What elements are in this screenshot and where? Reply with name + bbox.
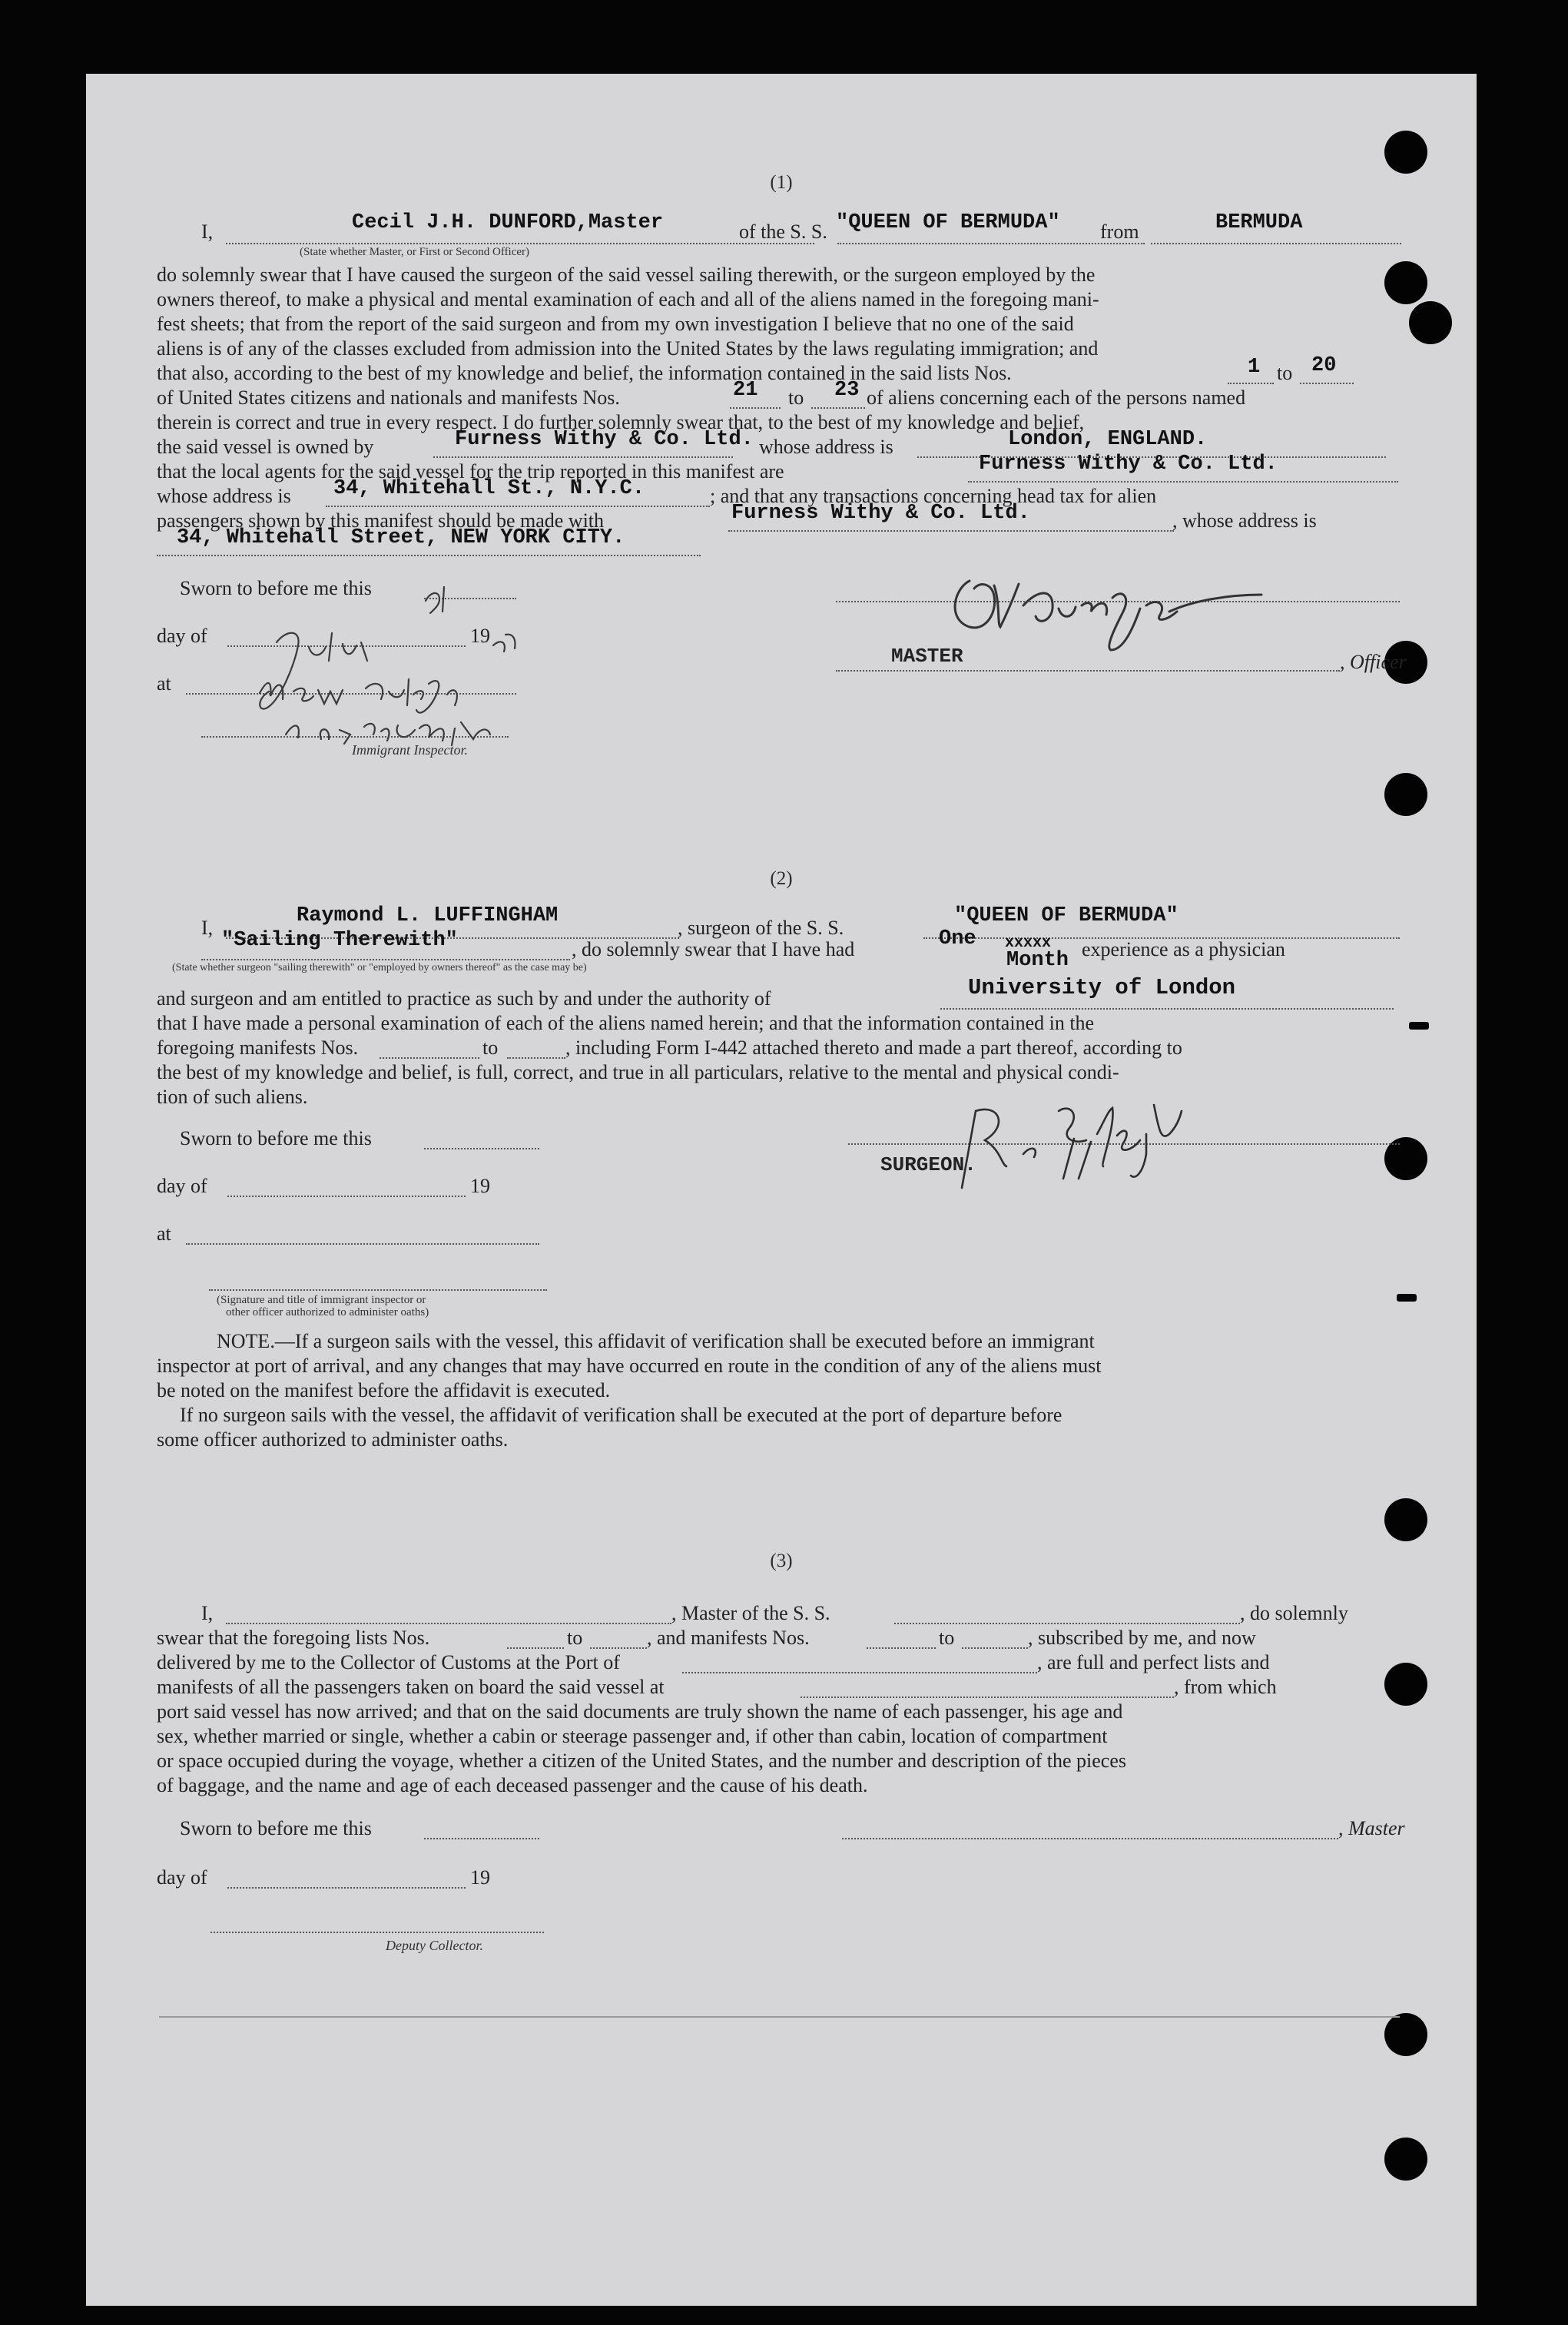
punch-hole-9 — [1384, 2013, 1427, 2056]
s1-para-l5: that also, according to the best of my knowledge and belief, the information contained in the said lists Nos. — [157, 362, 1012, 384]
s3-master-dots — [226, 1623, 671, 1624]
s3-ship-dots — [894, 1623, 1240, 1624]
s2-para-l1: that I have made a personal examination of each of the aliens named herein; and that the information contained in the — [157, 1012, 1095, 1034]
s1-i: I, — [201, 221, 214, 243]
s1-nos-from-dots — [1228, 383, 1274, 384]
s1-nos-to: 20 — [1311, 354, 1337, 377]
s1-day-of: day of — [157, 625, 207, 647]
s3-l7: or space occupied during the voyage, whether a citizen of the United States, and the number and description of the pieces — [157, 1750, 1127, 1772]
s1-para-l3: fest sheets; that from the report of the said surgeon and from my own investigation I believe that no one of the said — [157, 313, 1074, 335]
s1-state-note: (State whether Master, or First or Second Officer) — [300, 246, 530, 258]
s2-one: One — [939, 927, 976, 950]
s2-struck: xxxxx — [1005, 934, 1052, 952]
s3-l8: of baggage, and the name and age of each deceased passenger and the cause of his death. — [157, 1774, 868, 1796]
s1-at: at — [157, 672, 171, 695]
s1-master-name: Cecil J.H. DUNFORD,Master — [352, 211, 664, 234]
s2-day-of: day of — [157, 1175, 207, 1197]
s3-l4b: , from which — [1174, 1676, 1277, 1698]
s2-note-l2: inspector at port of arrival, and any changes that may have occurred en route in the condition of any of the aliens must — [157, 1355, 1102, 1377]
s1-agents: Furness Withy & Co. Ltd. — [979, 453, 1278, 476]
punch-hole-3 — [1409, 301, 1452, 344]
s1-officer: , Officer — [1340, 651, 1407, 673]
s1-agents-dots — [968, 481, 1398, 483]
s1-master-dots — [226, 243, 814, 244]
s2-note-l3: be noted on the manifest before the affidavit is executed. — [157, 1379, 611, 1401]
surgeon-signature — [916, 1080, 1238, 1196]
s1-inspector: Immigrant Inspector. — [352, 742, 468, 758]
s3-man-from-dots — [867, 1647, 936, 1649]
s2-para-l2a: foregoing manifests Nos. — [157, 1036, 359, 1059]
s2-sig-note-l1: (Signature and title of immigrant inspector or — [217, 1294, 426, 1306]
manifest-affidavit-page — [86, 74, 1477, 2306]
s1-headtax-agent: Furness Withy & Co. Ltd. — [731, 502, 1030, 525]
s2-para-l3: the best of my knowledge and belief, is full, correct, and true in all particulars, relative to the mental and physical condi- — [157, 1061, 1119, 1083]
s3-l3b: , are full and perfect lists and — [1037, 1651, 1270, 1673]
s1-owner: Furness Withy & Co. Ltd. — [455, 428, 754, 451]
s2-sig-note-l2: other officer authorized to administer oaths) — [226, 1306, 429, 1318]
s2-man-from-dots — [380, 1057, 479, 1059]
s3-day-dots — [227, 1887, 466, 1889]
bottom-rule — [159, 2016, 1400, 2018]
s1-para-l1: do solemnly swear that I have caused the surgeon of the said vessel sailing therewith, or the surgeon employed by the — [157, 264, 1096, 286]
s1-man-to-dots — [811, 407, 865, 409]
section-3-number: (3) — [770, 1551, 793, 1571]
s3-do-solemnly: , do solemnly — [1240, 1602, 1348, 1624]
s2-sailing: "Sailing Therewith" — [221, 929, 458, 952]
s1-whose-address-3: , whose address is — [1172, 509, 1317, 532]
s1-sworn: Sworn to before me this — [180, 577, 372, 599]
s1-para-l6b: of aliens concerning each of the persons named — [867, 386, 1246, 409]
s2-para-l4: tion of such aliens. — [157, 1086, 308, 1108]
s3-sworn-dots — [424, 1838, 539, 1839]
s3-deputy: Deputy Collector. — [386, 1938, 483, 1953]
s3-l2b: , and manifests Nos. — [647, 1627, 810, 1649]
s1-whose-address-2: whose address is — [157, 485, 291, 507]
s2-surgeon-title: SURGEON. — [880, 1153, 976, 1176]
s3-master: , Master — [1338, 1817, 1405, 1839]
punch-nick-1 — [1409, 1022, 1429, 1030]
s2-sworn-dots — [424, 1148, 539, 1149]
s2-note-l1 — [217, 1329, 1095, 1354]
s1-of-the-ss: of the S. S. — [739, 221, 827, 243]
s3-lists-from-dots — [507, 1647, 564, 1649]
s3-l3a: delivered by me to the Collector of Customs at the Port of — [157, 1651, 620, 1673]
s1-man-from-dots — [730, 407, 781, 409]
s3-day-of: day of — [157, 1866, 207, 1889]
s3-master-of: , Master of the S. S. — [671, 1602, 830, 1624]
s1-port-dots — [1151, 243, 1401, 244]
s2-ship: "QUEEN OF BERMUDA" — [954, 904, 1178, 927]
s3-port2-dots — [801, 1696, 1174, 1698]
punch-hole-7 — [1384, 1498, 1427, 1541]
s2-experience: experience as a physician — [1082, 938, 1285, 960]
s1-nos-to-dots — [1300, 383, 1354, 384]
s2-note-l1-text: —If a surgeon sails with the vessel, this affidavit of verification shall be executed before an immigrant — [274, 1330, 1095, 1352]
s1-man-to-label: to — [788, 386, 804, 409]
s1-officer-dots — [836, 670, 1340, 672]
s1-para-l2: owners thereof, to make a physical and mental examination of each and all of the aliens named in the foregoing mani- — [157, 288, 1099, 310]
s3-sworn: Sworn to before me this — [180, 1817, 372, 1839]
s2-university: University of London — [968, 975, 1236, 1000]
s1-agents-address: 34, Whitehall St., N.Y.C. — [333, 477, 645, 500]
s3-l5: port said vessel has now arrived; and that on the said documents are truly shown the name of each passenger, his age and — [157, 1700, 1123, 1723]
s3-to-2: to — [939, 1627, 955, 1649]
s2-at-dots — [186, 1243, 539, 1245]
s2-sworn: Sworn to before me this — [180, 1127, 372, 1149]
s3-lists-to-dots — [590, 1647, 647, 1649]
s2-sig-dots — [209, 1289, 547, 1291]
s1-nineteen: 19 — [470, 625, 490, 647]
s1-para-l4: aliens is of any of the classes excluded from admission into the United States by the laws regulating immigration; and — [157, 337, 1099, 360]
s3-nineteen: 19 — [470, 1866, 490, 1889]
punch-hole-10 — [1384, 2138, 1427, 2181]
s1-port: BERMUDA — [1215, 211, 1303, 234]
punch-hole-8 — [1384, 1663, 1427, 1706]
master-signature — [923, 535, 1292, 673]
punch-hole-2 — [1384, 261, 1427, 304]
s3-man-to-dots — [962, 1647, 1028, 1649]
s1-nos-from: 1 — [1248, 356, 1261, 379]
s2-nineteen: 19 — [470, 1175, 490, 1197]
punch-hole-1 — [1384, 131, 1427, 174]
s1-whose-address: whose address is — [759, 436, 893, 458]
s1-headtax-address: 34, Whitehall Street, NEW YORK CITY. — [177, 526, 625, 549]
s1-passengers-text: passengers shown by this manifest should be made with — [157, 509, 605, 532]
s2-surgeon-of: , surgeon of the S. S. — [678, 917, 844, 939]
s2-note-l5: some officer authorized to administer oaths. — [157, 1428, 509, 1451]
s3-l6: sex, whether married or single, whether a cabin or steerage passenger and, if other than cabin, location of compartment — [157, 1725, 1108, 1747]
s3-i: I, — [201, 1602, 214, 1624]
s2-para-l2b: , including Form I-442 attached thereto and made a part thereof, according to — [565, 1036, 1182, 1059]
s3-master-sig-dots — [842, 1838, 1338, 1839]
s1-agents-text: that the local agents for the said vessel for the trip reported in this manifest are — [157, 460, 784, 483]
s1-from: from — [1100, 221, 1139, 243]
s3-l2c: , subscribed by me, and now — [1028, 1627, 1256, 1649]
s3-deputy-dots — [211, 1932, 544, 1933]
s1-to: to — [1277, 362, 1293, 384]
s2-authority-text: and surgeon and am entitled to practice as such by and under the authority of — [157, 987, 771, 1010]
s2-day-dots — [227, 1196, 466, 1197]
s3-port-dots — [682, 1672, 1037, 1673]
s1-ship: "QUEEN OF BERMUDA" — [836, 211, 1060, 234]
s1-para-l6a: of United States citizens and nationals and manifests Nos. — [157, 386, 620, 409]
s1-para-l7: therein is correct and true in every respect. I do further solemnly swear that, to the best of my knowledge and belief, — [157, 411, 1085, 433]
section-1-number: (1) — [770, 172, 793, 193]
s2-do-solemnly: , do solemnly swear that I have had — [572, 938, 855, 960]
s1-man-from: 21 — [733, 379, 758, 402]
s2-i: I, — [201, 917, 214, 939]
s2-state-note: (State whether surgeon "sailing therewith" or "employed by owners thereof" as the case may be) — [172, 962, 587, 973]
s1-ship-dots — [837, 243, 1145, 244]
s3-l4a: manifests of all the passengers taken on board the said vessel at — [157, 1676, 665, 1698]
s2-to: to — [482, 1036, 499, 1059]
s2-note-l4: If no surgeon sails with the vessel, the affidavit of verification shall be executed at the port of departure before — [180, 1404, 1062, 1426]
punch-nick-2 — [1397, 1294, 1417, 1302]
inspector-handwriting — [186, 556, 570, 748]
s1-owner-dots — [433, 456, 733, 458]
s1-master-title: MASTER — [891, 645, 963, 668]
s2-month: Month — [1006, 949, 1069, 972]
s1-headtax-dots — [728, 530, 1174, 532]
s3-l2a: swear that the foregoing lists Nos. — [157, 1627, 430, 1649]
s1-man-to: 23 — [834, 379, 860, 402]
s2-at: at — [157, 1222, 171, 1245]
s2-sailing-dots — [201, 959, 570, 960]
s3-to-1: to — [567, 1627, 583, 1649]
punch-hole-5 — [1384, 773, 1427, 816]
s2-note-head: NOTE. — [217, 1330, 275, 1352]
s1-owned-by: the said vessel is owned by — [157, 436, 374, 458]
section-2-number: (2) — [770, 868, 793, 889]
s1-owner-address: London, ENGLAND. — [1008, 428, 1208, 451]
s2-man-to-dots — [507, 1057, 565, 1059]
s2-university-dots — [940, 1008, 1394, 1010]
s1-transactions: ; and that any transactions concerning head tax for alien — [710, 485, 1157, 507]
s2-surgeon-name: Raymond L. LUFFINGHAM — [297, 904, 559, 927]
s1-agents-address-dots — [326, 506, 710, 507]
